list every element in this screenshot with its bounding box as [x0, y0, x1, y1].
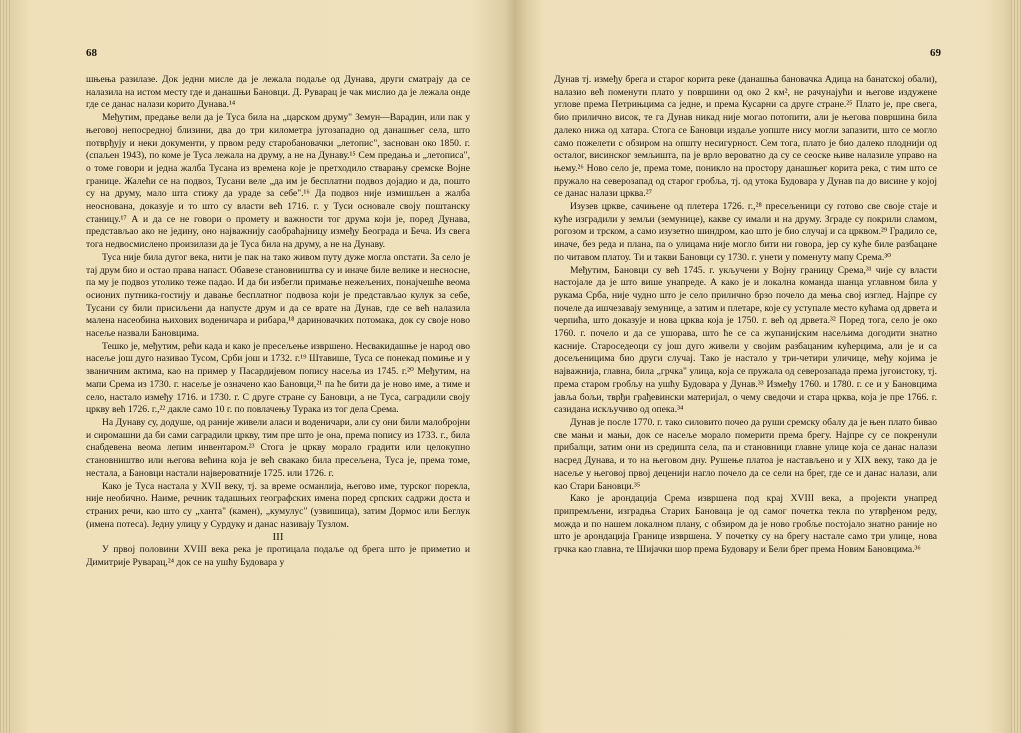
paragraph: У првој половини XVIII века река је протицала подаље од брега што је приметио и Димитрије Руварац,²⁴ док се на ушћу Будовара у: [86, 544, 470, 568]
page-stack-edge: [0, 0, 10, 733]
paragraph: Међутим, предање вели да је Туса била на „царском друму" Земун—Варадин, или пак у његовој непосредној близини, два до три километра југозападно од данашњег села, што потврђују и неки документи, у првом реду старобановачки „летопис", заснован око 1850. г. (спаљен 1943), по коме је Туса лежала на друму, а не на Дунаву.¹⁵ Сем предања и „летописа", о томе говори и једна жалба Тусана из времена које је претходило стварању сремске Војне границе. Жалећи се на подвоз, Тусани веле „да им је бесплатни подвоз дојадио и да, пошто су на друму, мало шта стижу да ураде за себе".¹⁶ Да подвоз није измишљен а жалба неоснована, доказује и то што су власти већ 1716. г. у Туси основале своју поштанску станицу.¹⁷ А и да се не говори о промету и важности тог друма који је, поред Дунава, представљао ако не једину, оно најважнију саобраћајницу између Београда и Беча. Из свега тога недвосмислено произилази да је Туса била на друму, а не на Дунаву.: [86, 112, 470, 251]
paragraph: Дунав је после 1770. г. тако силовито почео да руши сремску обалу да је њен плато бивао све мањи и мањи, док се насеље морало померити према брегу. Најпре су се покренули прибалци, затим они из средишта села, па и становници главне улице која се данас налази насред Дунава, и то на његовом дну. Рушење платоа је настављено и у XIX веку, тако да је насеље у његовој првој деценији нагло почело да се сели на брег, где се и данас налази, али као Стари Бановци.³⁵: [554, 416, 937, 492]
paragraph: шњења разилазе. Док једни мисле да је лежала подаље од Дунава, други сматрају да се налазила на истом месту где и данашњи Бановци. Д. Руварац је чак мислио да је лежала онде где се данас налази корито Дунава.¹⁴: [86, 74, 470, 111]
right-page-body: [554, 74, 937, 557]
page-number: 68: [86, 47, 97, 59]
left-page-body: [86, 74, 470, 569]
paragraph: Туса није била дугог века, нити је пак на тако живом путу дуже могла опстати. За село је тај друм био и остао права напаст. Обавезе становништва су и иначе биле велике и несносне, па му је подвоз утолико теже падао. И да би избегли примање нежељених, понајчешће веома осионих путника-гостију и давање бесплатног подвоза који је представљао кулук за себе, Тусани су били присиљени да напусте друм и да се врате на Дунав, где се већ налазила малена насеобина њихових воденичара и рибара,¹⁸ дариновачких потомака, док су своје ново насеље назвали Бановцима.: [86, 251, 470, 340]
paragraph: На Дунаву су, додуше, од раније живели аласи и воденичари, али су они били малоброjни и сиромашни да би сами саградили цркву, тим пре што је она, према попису из 1733. г., била снабдевена веома лепим инвентаром.²³ Стога је цркву морало градити или целокупно становништво или његова већина која је већ свакако била пресељена, Туса је, према томе, нестала, а Бановци настали највероватније 1725. или 1726. г.: [86, 416, 470, 479]
page-number: 69: [930, 47, 941, 59]
paragraph: Како је Туса настала у XVII веку, тј. за време османлија, његово име, турског порекла, није необично. Наиме, речник тадашњих географских имена поред српских садржи доста и страних речи, као што су „ханта" (камен), „кумулус" (узвишица), затим Дормос или Беглук (имена потеса). Једну улицу у Сурдуку и данас називају Тузлом.: [86, 480, 470, 530]
paragraph: Међутим, Бановци су већ 1745. г. укључени у Војну границу Срема,³¹ чије су власти настојале да је што више унапреде. А како је и локална команда шанца углавном била у рукама Срба, није чудно што је село прилично брзо почело да мења свој изглед. Најпре су почеле да ишчезавају земунице, а затим и плетаре, које су уступале место кућама од дрвета и черпића, што доказује и нова црква која је 1750. г. већ од дрвета.³² Поред тога, село је око 1760. г. почело и да се ушорава, што ће се са жупанијским насељима догодити знатно касније. Староседеоци су још дуго живели у својим разбацаним кућерцима, али је и са досељеницима био други случај. Тако је настало у три-четири уличице, међу којима је најважнија, главна, била „грчка" улица, која се пружала од северозапада према југоистоку, тј. према старом гробљу на ушћу Будовара у Дунав.³³ Између 1760. и 1780. г. се и у Бановцима јавља бољи, тврђи грађевински материјал, о чему сведочи и стара црква, која је пре 1766. г. сазидана искључиво од опека.³⁴: [554, 264, 937, 416]
page-stack-edge: [1011, 0, 1021, 733]
paragraph: Како је арондација Срема извршена под крај XVIII века, а пројекти унапред припремљени, изградња Старих Бановаца је од самог почетка текла по утврђеном реду, можда и по нашем локалном плану, с обзиром да је ново гробље постојало знатно раније но што је арондација Границе извршена. У почетку су на брегу настале само три улице, нова грчка као главна, те Шијачки шор према Будовару и Бели брег према Новим Бановцима.³⁶: [554, 493, 937, 556]
paragraph: Дунав тј. између брега и старог корита реке (данашња бановачка Адица на банатској обали), налазио већ поменути плато у површини од око 2 км², не рачунајући и његове издужене углове према Петрињцима са једне, и према Кусарни са друге стране.²⁵ Плато је, пре свега, био прилично висок, те га Дунав никад није могао потопити, али је његова површина била далеко нижа од хатара. Стога се Бановци издаље уопште нису могли запазити, што се могло само пожелети с обзиром на општу несигурност. Сем тога, плато је био далеко плоднији од осталог, висинског земљишта, па је врло вероватно да су се сеоске њиве налазиле управо на њему.²⁶ Ново село је, према томе, поникло на простору данашњег корита река, с тим што се пружало на северозапад од старог гробља, тј. од утока Будовара у Дунав па до висине у којој се данас налази црква.²⁷: [554, 74, 937, 200]
paragraph: Изузев цркве, сачињене од плетера 1726. г.,²⁸ пресељеници су готово све своје стаје и куће изградили у земљи (земунице), какве су имали и на друму. Зграде су покрили сламом, рогозом и трском, а само изузетно шиндром, као што је био случај и са црквом.²⁹ Градило се, иначе, без реда и плана, па о улицама није могло бити ни говора, јер су куће биле разбацане по читавом платоу. Ти и такви Бановци су 1730. г. унети у поменуту мапу Срема.³⁰: [554, 201, 937, 263]
section-heading: III: [272, 531, 284, 544]
right-page: [514, 0, 1021, 733]
paragraph: Тешко је, међутим, рећи када и како је пресељење извршено. Несвакидашње је народ ово насеље још дуго називао Тусом, Срби још и 1732. г.¹⁹ Штавише, Туса се понекад помиње и у званичним актима, као на пример у Пасардијевом попису насеља из 1745. г.²⁰ Међутим, на мапи Срема из 1730. г. насеље је означено као Бановци,²¹ па ће бити да је ново име, а тиме и село, настало између 1716. и 1730. г. С друге стране су Бановци, а не Туса, саградили своју цркву већ 1726. г.,²² дакле само 10 г. по повлачењу Турака из тог дела Срема.: [86, 340, 470, 416]
